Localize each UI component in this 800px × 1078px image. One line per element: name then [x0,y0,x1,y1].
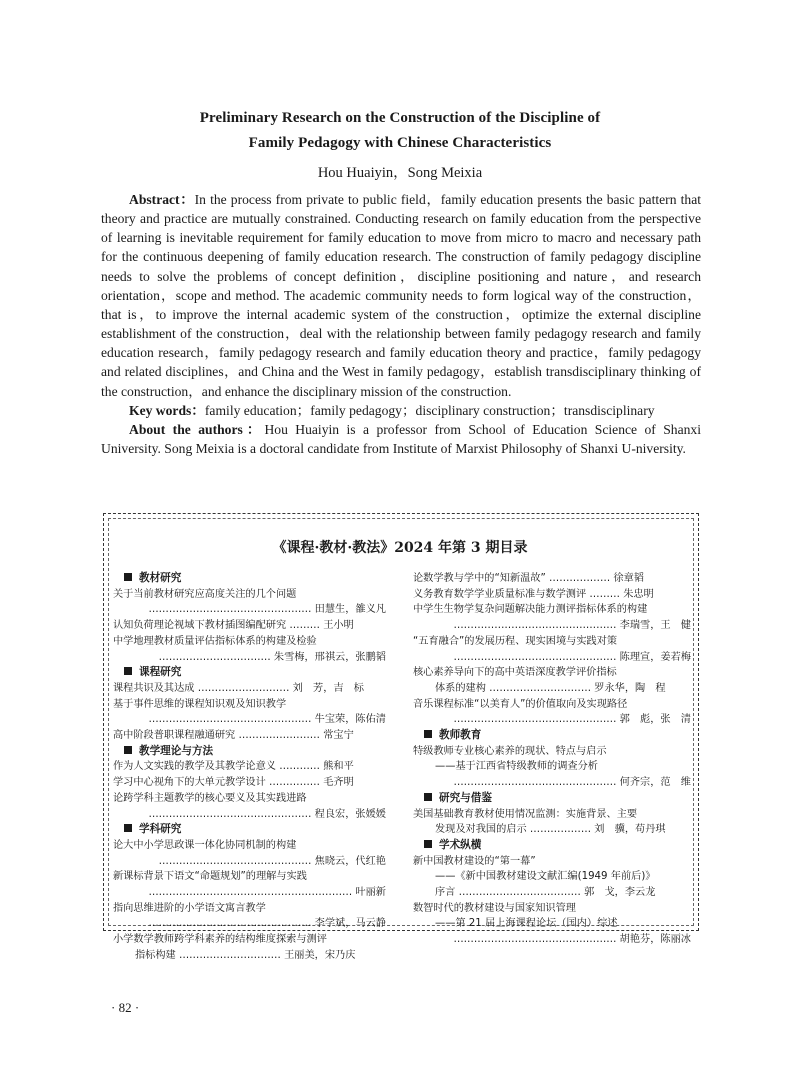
toc-entry-line: ………………………………………… 李瑞雪，王 健 [453,620,691,632]
toc-entry-line: 课程共识及其达成 ……………………… 刘 芳，吉 标 [113,682,364,694]
toc-entry-line: ………………………………………… 郭 彪，张 清 [453,714,691,726]
abstract-paragraph [101,190,701,401]
toc-section-heading [413,791,691,807]
toc-entry-line: 论数学教与学中的“知新温故” ……………… 徐章韬 [413,573,644,584]
toc-section-heading [113,744,386,760]
toc-entry-line: 数智时代的教材建设与国家知识管理 [413,902,576,914]
square-bullet-icon [124,824,132,832]
toc-entry-line: 体系的建构 ………………………… 罗永华，陶 程 [435,682,666,694]
toc-entry-line: 新课标背景下语文“命题规划”的理解与实践 [113,871,307,883]
square-bullet-icon [124,573,132,581]
toc-entry-line: 音乐课程标准“以美育人”的价值取向及实现路径 [413,698,628,710]
about-authors-text: Hou Huaiyin is a professor from School of Education Science of Shanxi University. Song Meixia is a doctoral candidate from Institute of Marxist Philosophy of Shanxi U-niversity. [101,421,701,457]
toc-entry-line: ………………………………………… 陈理宣，姜若梅 [453,651,691,663]
paper-title-line-1: Preliminary Research on the Construction of the Discipline of [199,110,601,126]
toc-entry-line: ——第 21 届上海课程论坛（国内）综述 [435,918,618,930]
toc-entry-line: ——《新中国教材建设文献汇编(1949 年前后)》 [435,871,656,883]
toc-entry-line: 核心素养导向下的高中英语深度教学评价指标 [413,667,617,679]
toc-entry-line: 认知负荷理论视域下教材插图编配研究 ……… 王小明 [113,620,354,632]
toc-section-label: 教师教育 [439,729,482,742]
toc-section-label: 教材研究 [139,572,182,584]
toc-entry-line: 序言 ……………………………… 郭 戈，李云龙 [435,887,656,899]
toc-entry-line: 指向思维进阶的小学语文寓言教学 [113,902,266,914]
toc-title: 《课程·教材·教法》2024 年第 3 期目录 [272,540,528,556]
toc-section-label: 教学理论与方法 [139,744,214,757]
toc-entry-line: 发现及对我国的启示 ……………… 刘 骥，苟丹琪 [435,824,666,836]
toc-entry-line: 中学生生物学复杂问题解决能力测评指标体系的构建 [413,604,648,616]
toc-entry-line: 小学数学教师跨学科素养的结构维度探索与测评 [113,934,327,946]
keywords-label: Key words： [129,402,205,418]
author-names: Hou Huaiyin，Song Meixia [317,165,483,181]
toc-entry-line: ………………………………………… 田慧生，雒义凡 [148,604,386,616]
toc-left-column [113,571,386,964]
toc-entry-line: 美国基础教育教材使用情况监测：实施背景、主要 [413,808,638,820]
toc-section-heading [413,838,691,854]
toc-section-label: 学术纵横 [439,838,482,851]
toc-entry-line: ………………………………………… 程良宏，张媛媛 [148,808,386,820]
abstract-block [101,190,701,458]
toc-entry-line: 基于事件思维的课程知识观及知识教学 [113,698,287,710]
toc-entry-line: ………………………………………… 李学斌，马云静 [148,918,386,930]
toc-entry-line: ——基于江西省特级教师的调查分析 [435,761,598,773]
toc-entry-line: 论跨学科主题教学的核心要义及其实践进路 [113,792,307,804]
toc-entry-line: ………………………………………… 何齐宗，范 维 [453,777,691,789]
toc-entry-line: 关于当前教材研究应高度关注的几个问题 [113,588,297,600]
toc-entry-line: ………………………………………… 胡艳芬，陈丽冰 [453,934,691,946]
toc-entry-line: 中学地理教材质量评估指标体系的构建及检验 [113,635,317,647]
toc-section-label: 学科研究 [139,823,182,836]
square-bullet-icon [424,793,432,801]
toc-entry-line: 义务教育数学学业质量标准与数学测评 ……… 朱忠明 [413,588,654,600]
toc-entry-line: 学习中心视角下的大单元教学设计 …………… 毛齐明 [113,777,354,789]
square-bullet-icon [124,746,132,754]
keywords-text: family education；family pedagogy；disciplinary construction；transdisciplinary [204,402,655,418]
keywords-paragraph [101,401,701,420]
toc-entry-line: 指标构建 ………………………… 王丽美，宋乃庆 [135,949,356,961]
toc-entry-line: 新中国教材建设的“第一幕” [413,855,536,867]
toc-entry-line: ………………………………………… 牛宝荣，陈佑清 [148,714,386,726]
abstract-label: Abstract： [129,192,195,207]
toc-entry-line: 高中阶段普职课程融通研究 …………………… 常宝宁 [113,730,354,742]
abstract-text: In the process from private to public field，family education presents the basic pattern that theory and practice are mutually constrained. Conducting research on family education from the perspective of learning is inevitable requirement for family education to move from micro to macro and necessary path for the continuous deepening of family education research. The construction of family pedagogy discipline needs to solve the problems of concept definition，discipline positioning and nature，and research orientation，scope and method. The academic community needs to form logical way of the construction，that is，to improve the internal academic system of the construction，optimize the external discipline establishment of the construction，deal with the relationship between family pedagogy research and family education research，family pedagogy research and family education theory and practice，family pedagogy and related disciplines，and China and the West in family pedagogy，establish transdisciplinary thinking of the construction，and enhance the disciplinary mission of the construction. [101,192,701,399]
toc-entry-line: “五育融合”的发展历程、现实困境与实践对策 [413,635,618,647]
toc-section-heading [413,728,691,744]
square-bullet-icon [424,840,432,848]
about-authors-label: About the authors： [129,421,265,437]
about-authors-paragraph [101,420,701,458]
toc-entry-line: …………………………………………………… 叶丽新 [148,887,386,899]
page-number: · 82 · [111,1000,140,1015]
toc-section-heading [113,571,386,587]
toc-section-label: 课程研究 [139,666,182,679]
toc-entry-line: ……………………………………… 焦晓云，代红艳 [158,855,386,867]
paper-title-line-2: Family Pedagogy with Chinese Characteristics [248,135,552,151]
toc-section-heading [113,822,386,838]
toc-section-heading [113,665,386,681]
toc-entry-line: 论大中小学思政课一体化协同机制的构建 [113,839,297,851]
toc-entry-line: 特级教师专业核心素养的现状、特点与启示 [413,745,607,757]
square-bullet-icon [424,730,432,738]
square-bullet-icon [124,667,132,675]
toc-entry-line: …………………………… 朱雪梅，邢祺云，张鹏韬 [158,651,386,663]
toc-section-label: 研究与借鉴 [439,791,492,804]
toc-right-column [413,571,691,948]
toc-entry-line: 作为人文实践的教学及其教学论意义 ………… 熊和平 [113,761,354,773]
